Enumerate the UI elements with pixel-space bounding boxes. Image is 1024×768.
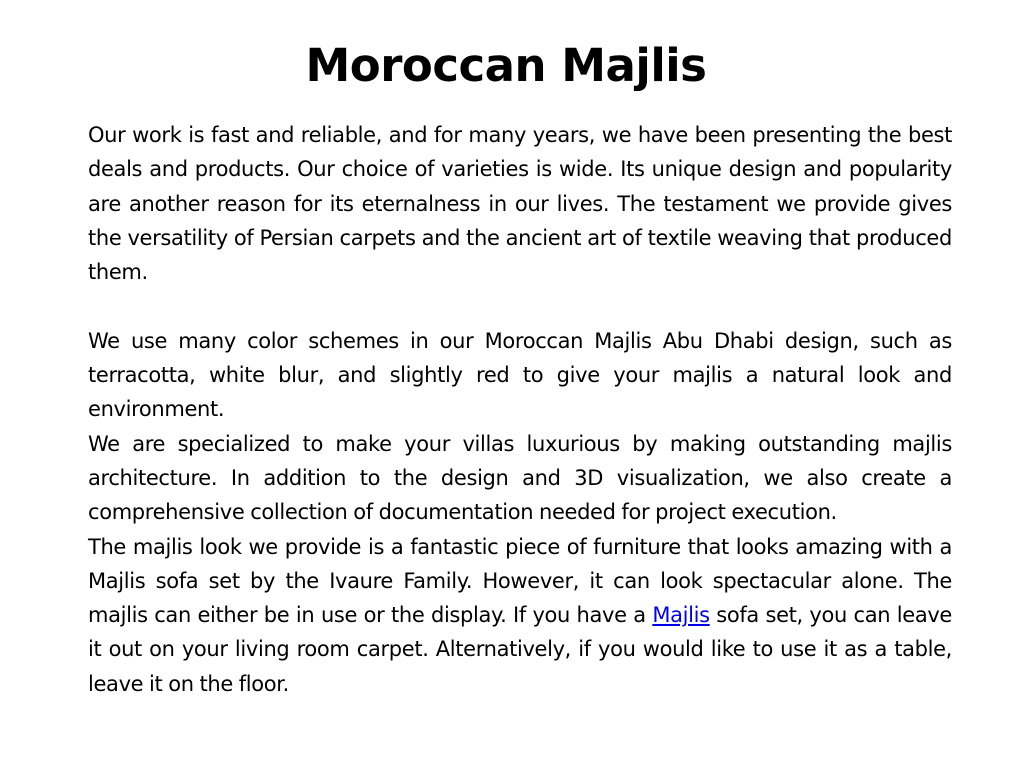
paragraph-sofa bbox=[88, 530, 952, 701]
body-text bbox=[88, 118, 952, 701]
paragraph-spacer bbox=[88, 289, 952, 323]
page-title: Moroccan Majlis bbox=[305, 39, 707, 92]
paragraph-sofa-before-link: The majlis look we provide is a fantastic piece of furniture that looks amazing with a Majlis sofa set by the Ivaure Family. However, it can look spectacular alone. The majlis can either be in use or the display. If you have a bbox=[88, 534, 952, 628]
paragraph-intro: Our work is fast and reliable, and for many years, we have been presenting the best deals and products. Our choice of varieties is wide. Its unique design and popularity are another reason for its eternalness in our lives. The testament we provide gives the versatility of Persian carpets and the ancient art of textile weaving that produced them. bbox=[88, 123, 952, 285]
paragraph-sofa-after-link: sofa set, you can leave it out on your living room carpet. Alternatively, if you would like to use it as a table, leave it on the floor. bbox=[88, 603, 952, 696]
paragraph-colors: We use many color schemes in our Moroccan Majlis Abu Dhabi design, such as terracotta, white blur, and slightly red to give your majlis a natural look and environment. bbox=[88, 328, 952, 422]
paragraph-architecture: We are specialized to make your villas luxurious by making outstanding majlis architecture. In addition to the design and 3D visualization, we also create a comprehensive collection of documentation needed for project execution. bbox=[88, 431, 952, 525]
majlis-link[interactable]: Majlis bbox=[652, 603, 710, 628]
